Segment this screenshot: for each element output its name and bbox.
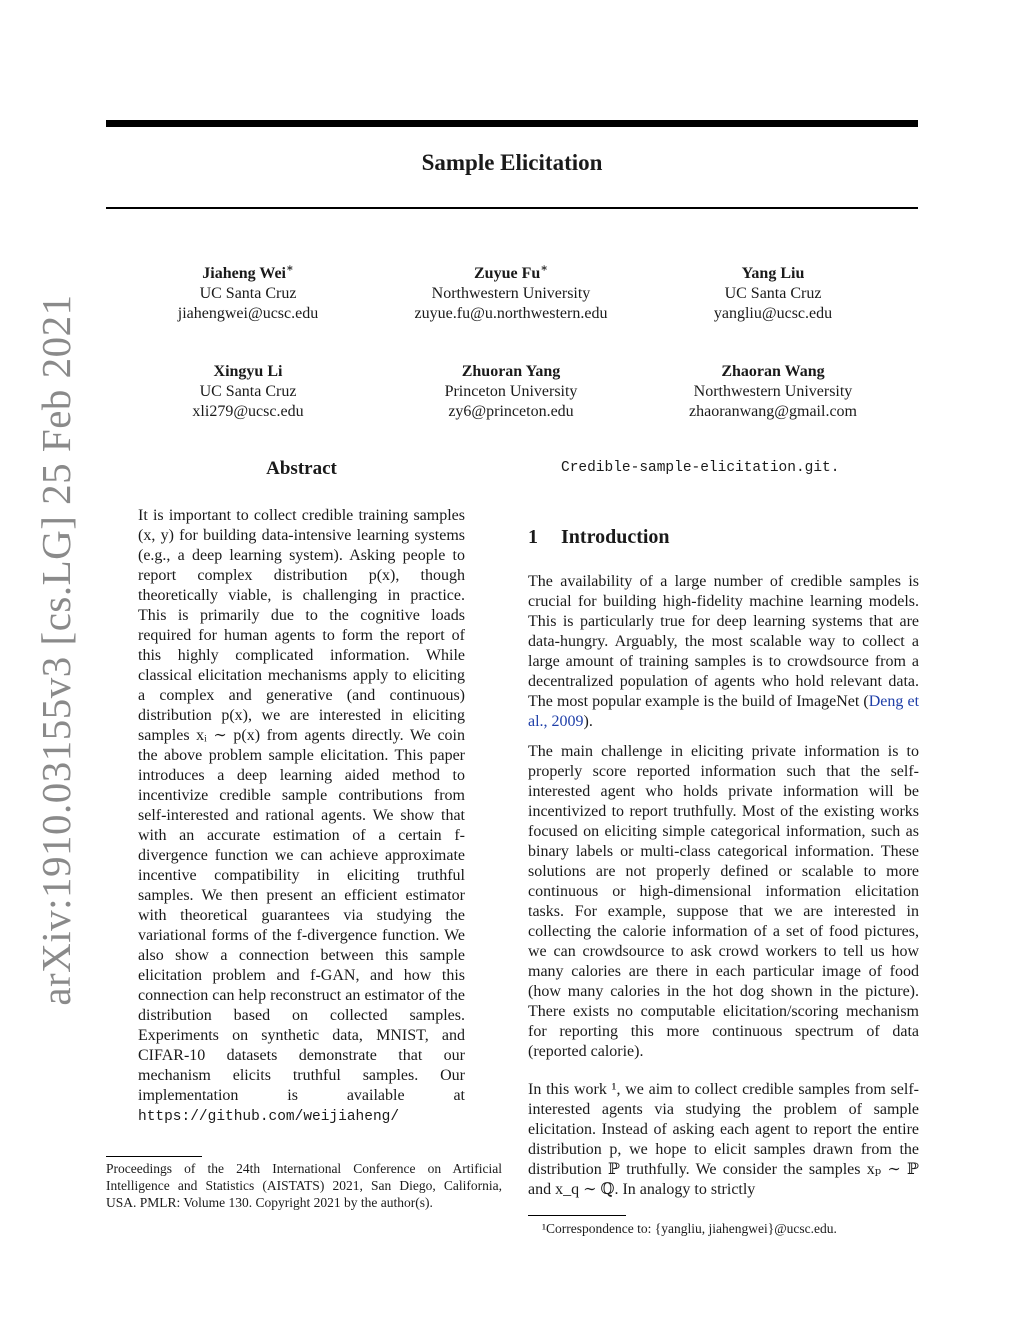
introduction-body <box>528 572 919 1200</box>
author-block <box>643 362 903 422</box>
title-top-rule <box>106 120 918 127</box>
author-email[interactable]: zy6@princeton.edu <box>448 403 574 420</box>
intro-paragraph: The main challenge in eliciting private information is to properly score reported information such that the self-interested agent who holds private information will be incentivized to report truthfully. Most of the existing works focused on eliciting simple categorical information, such as binary labels or multi-class categorical information. These solutions are not properly defined or scalable to more continuous or high-dimensional information elicitation tasks. For example, suppose that we are interested in collecting the calorie information of a set of food pictures, we can crowdsource to ask crowd workers to tell us how many calories are there in each particular image of food (how many calories in the hot dog shown in the picture). There exists no computable elicitation/scoring mechanism for reporting this more continuous spectrum of data (reported calorie). <box>528 743 919 1060</box>
author-name: Xingyu Li <box>213 363 283 380</box>
footnote-rule <box>106 1156 202 1157</box>
abstract-text: It is important to collect credible training samples (x, y) for building data-intensive learning systems (e.g., a deep learning system). Asking people to report complex distribution p(x), though theoretically viable, is challenging in practice. This is primarily due to the cognitive loads required for human agents to form the report of this highly complicated information. While classical elicitation mechanisms apply to eliciting a complex and generative (and continuous) distribution p(x), we are interested in eliciting samples xᵢ ∼ p(x) from agents directly. We coin the above problem sample elicitation. This paper introduces a deep learning aided method to incentivize credible sample contributions from self-interested and rational agents. We show that with an accurate estimation of a certain f-divergence function we can achieve approximate incentive compatibility in eliciting truthful samples. We then present an efficient estimator with theoretical guarantees via studying the variational forms of the f-divergence function. We also show a connection between this sample elicitation problem and f-GAN, and how this connection can help reconstruct an estimator of the distribution based on collected samples. Experiments on synthetic data, MNIST, and CIFAR-10 datasets demonstrate that our mechanism elicits truthful samples. Our implementation is available at <box>138 507 465 1104</box>
author-email[interactable]: zuyue.fu@u.northwestern.edu <box>414 305 608 322</box>
author-affiliation: UC Santa Cruz <box>199 383 297 400</box>
arxiv-id-text: arXiv:1910.03155v3 [cs.LG] 25 Feb 2021 <box>33 294 79 1006</box>
author-block <box>118 264 378 324</box>
author-email[interactable]: jiahengwei@ucsc.edu <box>177 305 319 322</box>
author-email[interactable]: xli279@ucsc.edu <box>192 403 304 420</box>
author-affiliation: Northwestern University <box>693 383 853 400</box>
author-affiliation: Northwestern University <box>431 285 591 302</box>
author-email[interactable]: yangliu@ucsc.edu <box>713 305 833 322</box>
author-affiliation: Princeton University <box>444 383 578 400</box>
author-name: Yang Liu <box>741 265 805 282</box>
author-block <box>381 362 641 422</box>
author-affiliation: UC Santa Cruz <box>724 285 822 302</box>
paper-title: Sample Elicitation <box>421 150 603 175</box>
section-number: 1 <box>528 526 538 548</box>
author-email[interactable]: zhaoranwang@gmail.com <box>688 403 857 420</box>
author-name: Zhaoran Wang <box>721 363 825 380</box>
section-heading-introduction <box>528 526 670 549</box>
github-link[interactable]: https://github.com/weijiaheng/ <box>138 1109 400 1125</box>
author-block <box>118 362 378 422</box>
author-name: Zuyue Fu∗ <box>474 262 548 282</box>
section-title: Introduction <box>561 526 670 548</box>
intro-paragraph: In this work ¹, we aim to collect credible samples from self-interested agents via studying the problem of sample elicitation. Instead of asking each agent to report the entire distribution p, we hope to elicit samples drawn from the distribution ℙ truthfully. We consider the samples xₚ ∼ ℙ and x_q ∼ ℚ. In analogy to strictly <box>528 1081 919 1198</box>
abstract-heading: Abstract <box>266 458 337 479</box>
author-block <box>381 264 641 324</box>
author-name: Zhuoran Yang <box>461 363 561 380</box>
author-affiliation: UC Santa Cruz <box>199 285 297 302</box>
github-link-continuation[interactable]: Credible-sample-elicitation.git. <box>561 460 840 476</box>
author-block <box>643 264 903 324</box>
intro-paragraph: The availability of a large number of credible samples is crucial for building high-fidelity machine learning models. This is particularly true for deep learning systems that are data-hungry. Arguably, the most scalable way to collect a large amount of training samples is to crowdsource from a decentralized population of agents who hold relevant data. The most popular example is the build of ImageNet (Deng et al., 2009). <box>528 573 920 730</box>
citation-link[interactable]: Deng et al., 2009 <box>528 693 920 730</box>
footnote-rule <box>528 1215 626 1216</box>
correspondence-footnote: ¹Correspondence to: {yangliu, jiahengwei}@ucsc.edu. <box>542 1221 837 1236</box>
author-name: Jiaheng Wei∗ <box>202 262 294 282</box>
title-bottom-rule <box>106 207 918 209</box>
abstract-body <box>138 506 465 1127</box>
proceedings-footnote: Proceedings of the 24th International Conference on Artificial Intelligence and Statistics (AISTATS) 2021, San Diego, California, USA. PMLR: Volume 130. Copyright 2021 by the author(s). <box>106 1161 502 1210</box>
